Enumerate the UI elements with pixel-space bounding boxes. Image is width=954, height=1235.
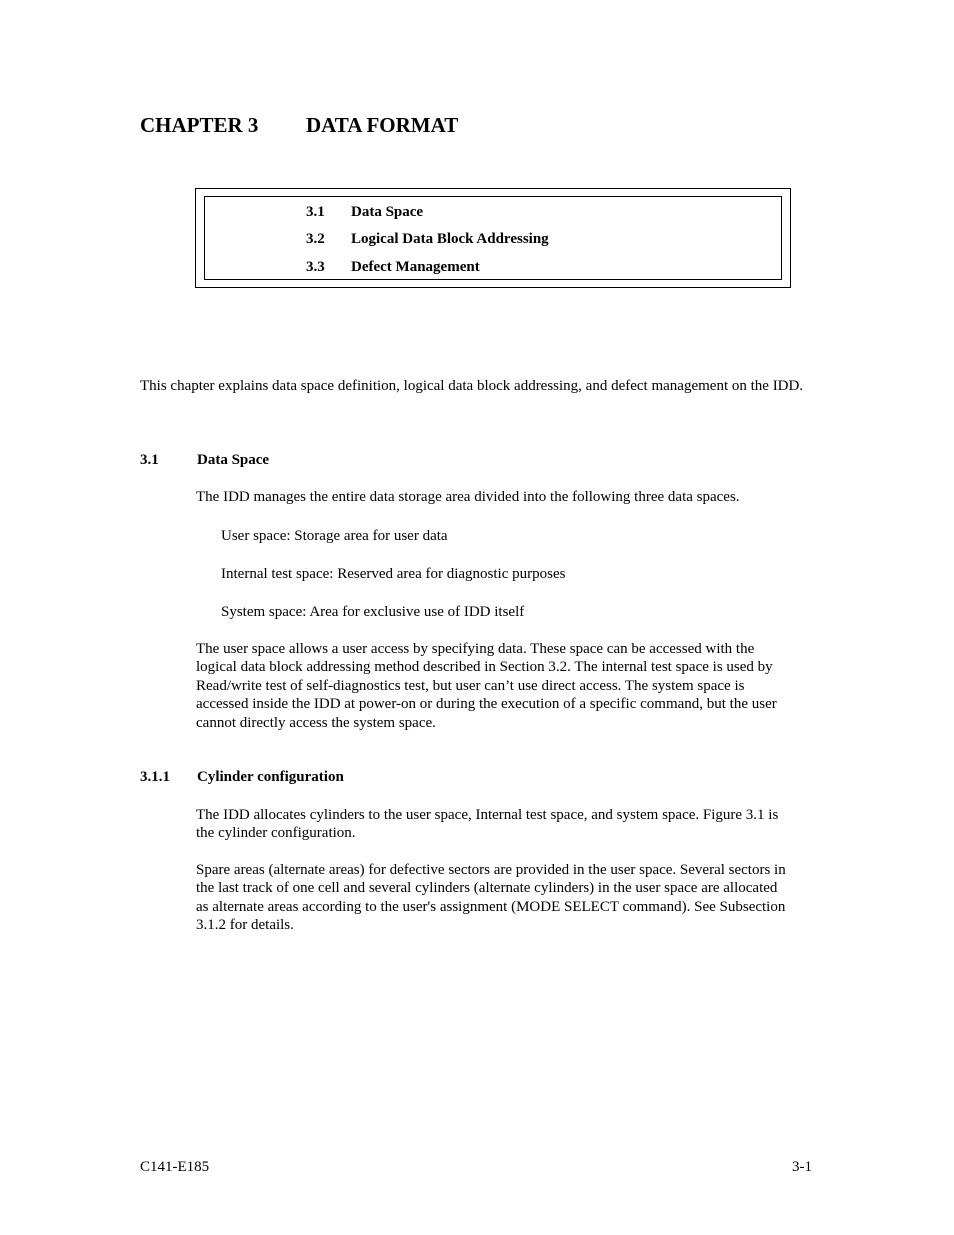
chapter-number: CHAPTER 3: [140, 113, 259, 137]
chapter-title: [140, 113, 458, 138]
footer-doc-id: C141-E185: [140, 1159, 210, 1175]
toc-item-number: 3.3: [306, 259, 325, 275]
list-item-system-space: System space: Area for exclusive use of IDD itself: [221, 604, 525, 620]
list-item-internal-test-space: Internal test space: Reserved area for diagnostic purposes: [221, 566, 566, 582]
section-title: Cylinder configuration: [197, 769, 344, 785]
paragraph-line: accessed inside the IDD at power-on or during the execution of a specific command, but the user: [196, 696, 777, 713]
paragraph-line: The IDD allocates cylinders to the user space, Internal test space, and system space. Figure 3.1 is: [196, 807, 779, 823]
chapter-contents-box: [195, 188, 791, 288]
paragraph-line: 3.1.2 for details.: [196, 917, 294, 934]
paragraph-line: logical data block addressing method described in Section 3.2. The internal test space is used by: [196, 659, 773, 676]
spare-areas-paragraph: [196, 861, 816, 935]
cylinder-allocation-paragraph: [196, 806, 816, 843]
paragraph-line: the last track of one cell and several cylinders (alternate cylinders) in the user space are allocated: [196, 880, 778, 897]
toc-item[interactable]: [306, 231, 549, 248]
paragraph-line: the cylinder configuration.: [196, 825, 356, 842]
paragraph-line: The user space allows a user access by specifying data. These space can be accessed with the: [196, 641, 755, 657]
toc-item-label: Defect Management: [351, 259, 480, 275]
section-title: Data Space: [197, 452, 270, 468]
section-number: 3.1.1: [140, 769, 170, 785]
toc-item-number: 3.1: [306, 204, 325, 220]
list-item-user-space: User space: Storage area for user data: [221, 528, 448, 544]
section-heading-3-1: [140, 452, 269, 469]
section-number: 3.1: [140, 452, 159, 468]
intro-paragraph: This chapter explains data space definition, logical data block addressing, and defect management on the IDD.: [140, 378, 804, 394]
footer-page-number: 3-1: [792, 1159, 812, 1175]
toc-item-number: 3.2: [306, 231, 325, 247]
toc-item-label: Data Space: [351, 204, 424, 220]
paragraph-line: Spare areas (alternate areas) for defective sectors are provided in the user space. Several sectors in: [196, 862, 786, 878]
toc-item[interactable]: [306, 204, 423, 221]
paragraph-line: as alternate areas according to the user's assignment (MODE SELECT command). See Subsection: [196, 898, 786, 915]
paragraph-line: cannot directly access the system space.: [196, 714, 436, 731]
section-heading-3-1-1: [140, 769, 344, 786]
toc-item-label: Logical Data Block Addressing: [351, 231, 549, 247]
chapter-contents-inner-border: [204, 196, 782, 280]
chapter-name: DATA FORMAT: [306, 113, 459, 137]
paragraph-line: Read/write test of self-diagnostics test, but user can’t use direct access. The system space is: [196, 677, 745, 694]
toc-item[interactable]: [306, 259, 480, 276]
data-space-paragraph: The IDD manages the entire data storage area divided into the following three data spaces.: [196, 489, 740, 505]
user-space-access-paragraph: [196, 640, 816, 732]
